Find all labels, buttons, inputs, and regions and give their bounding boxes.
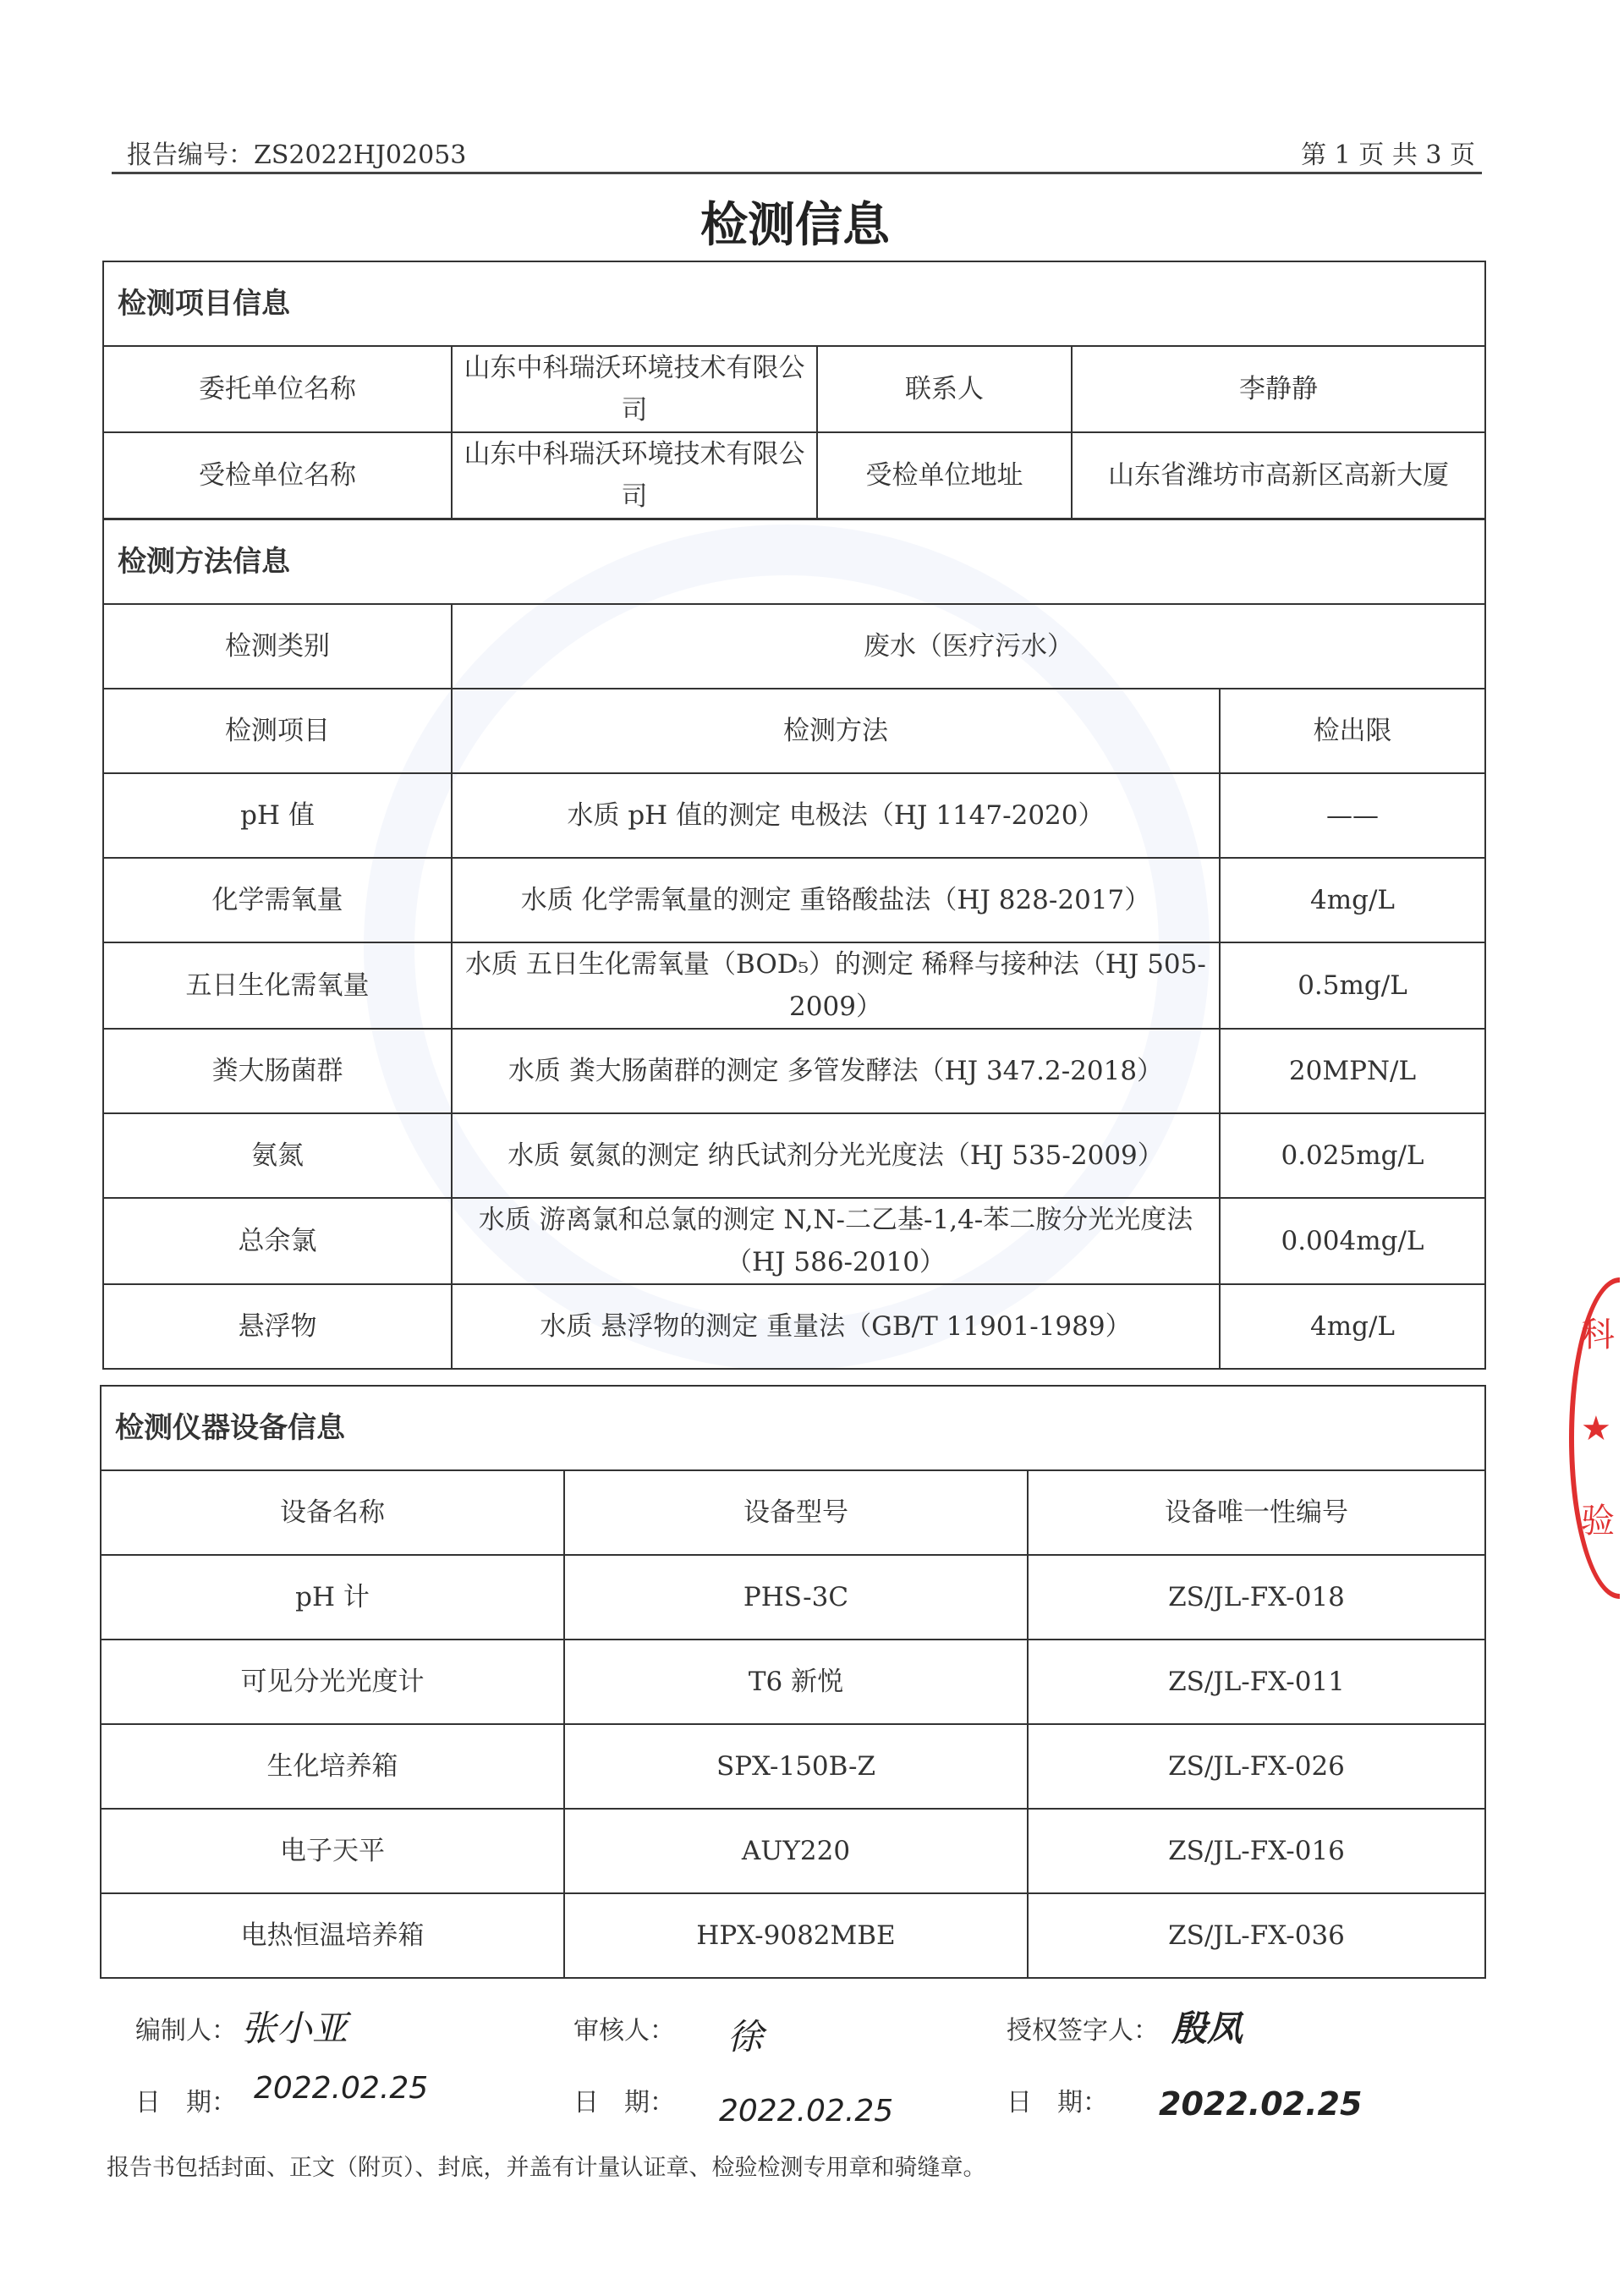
method-method: 水质 五日生化需氧量（BOD₅）的测定 稀释与接种法（HJ 505-2009）: [452, 942, 1220, 1029]
equipment-model: SPX-150B-Z: [564, 1724, 1028, 1809]
reviewer-signature: 徐: [727, 2016, 764, 2057]
column-header: 检测项目: [103, 689, 452, 773]
project-info-table: [102, 261, 1486, 519]
red-seal-stamp: 科 ★ 验: [1569, 1277, 1620, 1599]
section-title: 检测项目信息: [103, 261, 1485, 346]
equipment-id: ZS/JL-FX-011: [1028, 1640, 1485, 1724]
date-label: 日 期：: [573, 2088, 675, 2117]
section-title: 检测方法信息: [103, 519, 1485, 604]
equipment-name: 电热恒温培养箱: [101, 1893, 564, 1978]
method-limit: 0.5mg/L: [1220, 942, 1485, 1029]
page-title: 检测信息: [700, 197, 890, 253]
column-header: 设备名称: [101, 1470, 564, 1555]
method-limit: 4mg/L: [1220, 1284, 1485, 1369]
method-row: [103, 858, 1485, 942]
compiler-date: 2022.02.25: [254, 2071, 429, 2106]
equipment-model: PHS-3C: [564, 1555, 1028, 1640]
equipment-name: pH 计: [101, 1555, 564, 1640]
equipment-id: ZS/JL-FX-036: [1028, 1893, 1485, 1978]
method-limit: 20MPN/L: [1220, 1029, 1485, 1113]
date-label: 日 期：: [135, 2088, 237, 2117]
method-limit: 0.025mg/L: [1220, 1113, 1485, 1198]
method-item: 悬浮物: [103, 1284, 452, 1369]
method-method: 水质 pH 值的测定 电极法（HJ 1147-2020）: [452, 773, 1220, 858]
method-limit: 4mg/L: [1220, 858, 1485, 942]
approver-signature: 殷凤: [1171, 2008, 1243, 2049]
method-item: 化学需氧量: [103, 858, 452, 942]
equipment-id: ZS/JL-FX-016: [1028, 1809, 1485, 1893]
method-method: 水质 粪大肠菌群的测定 多管发酵法（HJ 347.2-2018）: [452, 1029, 1220, 1113]
compiler-signature: 张小亚: [241, 2008, 348, 2049]
equipment-row: [101, 1893, 1485, 1978]
section-title: 检测仪器设备信息: [101, 1386, 1485, 1470]
date-label: 日 期：: [1007, 2088, 1108, 2117]
equipment-name: 电子天平: [101, 1809, 564, 1893]
equipment-row: [101, 1640, 1485, 1724]
method-info-table: [102, 519, 1486, 1370]
equipment-name: 生化培养箱: [101, 1724, 564, 1809]
method-item: pH 值: [103, 773, 452, 858]
reviewer-date: 2022.02.25: [719, 2094, 894, 2128]
label: 受检单位地址: [817, 432, 1072, 519]
method-item: 粪大肠菌群: [103, 1029, 452, 1113]
equipment-row: [101, 1724, 1485, 1809]
label: 委托单位名称: [103, 346, 452, 432]
header-divider: [112, 172, 1482, 174]
contact-name: 李静静: [1072, 346, 1485, 432]
equipment-row: [101, 1809, 1485, 1893]
footer-note: 报告书包括封面、正文（附页）、封底，并盖有计量认证章、检验检测专用章和骑缝章。: [107, 2155, 986, 2181]
reviewer-label: 审核人：: [573, 2016, 675, 2046]
column-header: 检出限: [1220, 689, 1485, 773]
method-item: 总余氯: [103, 1198, 452, 1284]
method-limit: 0.004mg/L: [1220, 1198, 1485, 1284]
label: 检测类别: [103, 604, 452, 689]
equipment-id: ZS/JL-FX-026: [1028, 1724, 1485, 1809]
client-name: 山东中科瑞沃环境技术有限公司: [452, 346, 817, 432]
method-row: [103, 1029, 1485, 1113]
method-method: 水质 化学需氧量的测定 重铬酸盐法（HJ 828-2017）: [452, 858, 1220, 942]
equipment-model: AUY220: [564, 1809, 1028, 1893]
report-number: 报告编号：ZS2022HJ02053: [127, 140, 467, 170]
inspected-name: 山东中科瑞沃环境技术有限公司: [452, 432, 817, 519]
equipment-row: [101, 1555, 1485, 1640]
compiler-label: 编制人：: [135, 2016, 237, 2046]
method-method: 水质 游离氯和总氯的测定 N,N-二乙基-1,4-苯二胺分光光度法（HJ 586-2010）: [452, 1198, 1220, 1284]
method-limit: ——: [1220, 773, 1485, 858]
label: 联系人: [817, 346, 1072, 432]
page-indicator: 第 1 页 共 3 页: [1301, 140, 1475, 170]
column-header: 设备型号: [564, 1470, 1028, 1555]
method-item: 氨氮: [103, 1113, 452, 1198]
method-method: 水质 悬浮物的测定 重量法（GB/T 11901-1989）: [452, 1284, 1220, 1369]
equipment-name: 可见分光光度计: [101, 1640, 564, 1724]
column-header: 检测方法: [452, 689, 1220, 773]
method-row: [103, 1113, 1485, 1198]
approver-date: 2022.02.25: [1159, 2085, 1363, 2123]
address: 山东省潍坊市高新区高新大厦: [1072, 432, 1485, 519]
method-item: 五日生化需氧量: [103, 942, 452, 1029]
method-row: [103, 773, 1485, 858]
equipment-model: T6 新悦: [564, 1640, 1028, 1724]
method-row: [103, 1198, 1485, 1284]
equipment-model: HPX-9082MBE: [564, 1893, 1028, 1978]
method-method: 水质 氨氮的测定 纳氏试剂分光光度法（HJ 535-2009）: [452, 1113, 1220, 1198]
approver-label: 授权签字人：: [1007, 2016, 1159, 2046]
column-header: 设备唯一性编号: [1028, 1470, 1485, 1555]
equipment-id: ZS/JL-FX-018: [1028, 1555, 1485, 1640]
method-row: [103, 942, 1485, 1029]
method-row: [103, 1284, 1485, 1369]
label: 受检单位名称: [103, 432, 452, 519]
category: 废水（医疗污水）: [452, 604, 1485, 689]
equipment-info-table: [100, 1385, 1486, 1979]
